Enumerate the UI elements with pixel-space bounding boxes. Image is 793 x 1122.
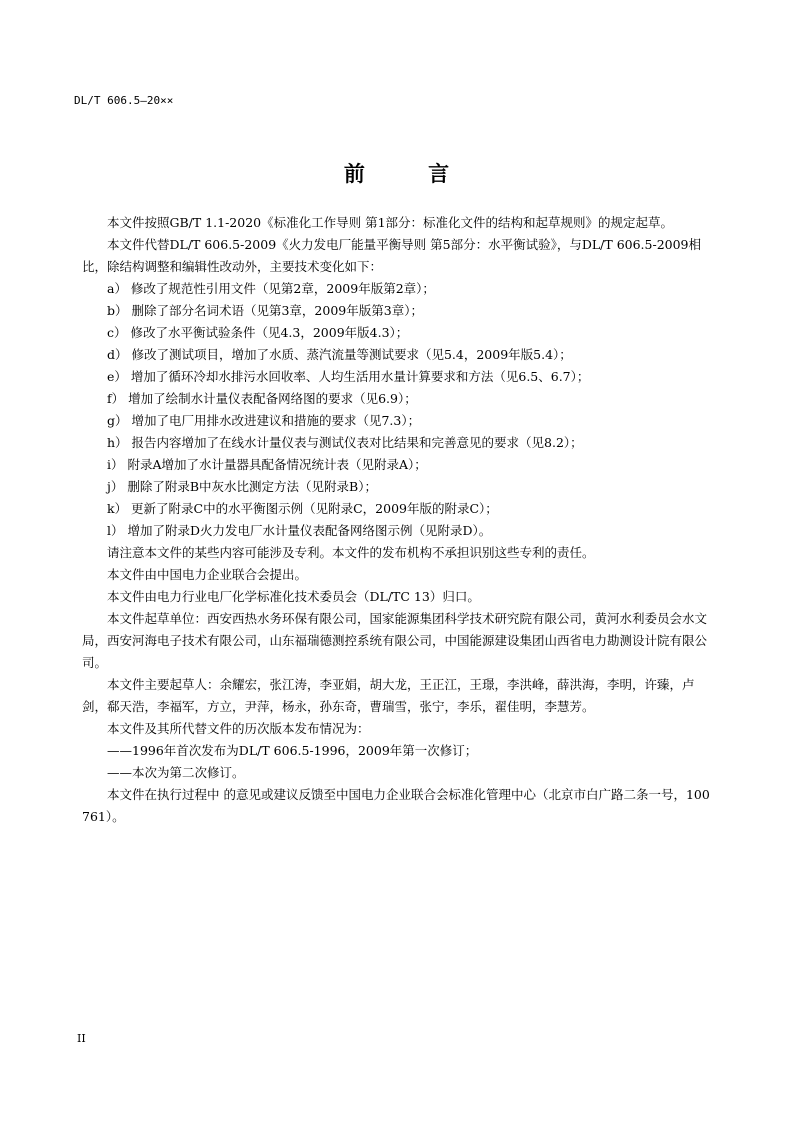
drafting-units-paragraph: 本文件起草单位：西安西热水务环保有限公司，国家能源集团科学技术研究院有限公司，黄河水利委员会水文局，西安河海电子技术有限公司，山东福瑞德测控系统有限公司，中国能源建设集团山西省电力勘测设计院有限公司。 xyxy=(82,611,708,670)
list-item: f） 增加了绘制水计量仪表配备网络图的要求（见6.9）； xyxy=(107,391,417,406)
proposer-paragraph: 本文件由中国电力企业联合会提出。 xyxy=(107,567,308,582)
changes-list xyxy=(82,278,716,542)
history-heading: 本文件及其所代替文件的历次版本发布情况为： xyxy=(107,721,370,736)
list-item: h） 报告内容增加了在线水计量仪表与测试仪表对比结果和完善意见的要求（见8.2）； xyxy=(107,435,583,450)
page-title: 前 言 xyxy=(343,162,478,186)
list-item: b） 删除了部分名词术语（见第3章，2009年版第3章）； xyxy=(107,303,423,318)
drafters-paragraph: 本文件主要起草人：余耀宏，张江涛，李亚娟，胡大龙，王正江，王璟，李洪峰，薛洪海，李明，许臻，卢剑，郗天浩，李福军，方立，尹萍，杨永，孙东奇，曹瑞雪，张宁，李乐，翟佳明，李慧芳。 xyxy=(82,677,695,714)
committee-paragraph: 本文件由电力行业电厂化学标准化技术委员会（DL/TC 13）归口。 xyxy=(107,589,480,604)
intro-paragraph: 本文件代替DL/T 606.5-2009《火力发电厂能量平衡导则 第5部分：水平衡试验》，与DL/T 606.5-2009相比，除结构调整和编辑性改动外，主要技术变化如下： xyxy=(82,237,702,274)
list-item: c） 修改了水平衡试验条件（见4.3，2009年版4.3）； xyxy=(107,325,409,340)
list-item: l） 增加了附录D火力发电厂水计量仪表配备网络图示例（见附录D）。 xyxy=(107,523,492,538)
foreword-body xyxy=(82,212,716,828)
list-item: k） 更新了附录C中的水平衡图示例（见附录C，2009年版的附录C）； xyxy=(107,501,498,516)
list-item: j） 删除了附录B中灰水比测定方法（见附录B）； xyxy=(107,479,377,494)
list-item: e） 增加了循环冷却水排污水回收率、人均生活用水量计算要求和方法（见6.5、6.7）； xyxy=(107,369,590,384)
history-item: ——1996年首次发布为DL/T 606.5-1996，2009年第一次修订； xyxy=(107,743,478,758)
feedback-paragraph: 本文件在执行过程中 的意见或建议反馈至中国电力企业联合会标准化管理中心（北京市白广路二条一号，100761）。 xyxy=(82,787,710,824)
list-item: i） 附录A增加了水计量器具配备情况统计表（见附录A）； xyxy=(107,457,427,472)
page-number: II xyxy=(77,1032,86,1045)
standard-code: DL/T 606.5—20×× xyxy=(74,94,174,107)
list-item: g） 增加了电厂用排水改进建议和措施的要求（见7.3）； xyxy=(107,413,421,428)
intro-paragraph: 本文件按照GB/T 1.1-2020《标准化工作导则 第1部分：标准化文件的结构和起草规则》的规定起草。 xyxy=(107,215,674,230)
list-item: a） 修改了规范性引用文件（见第2章，2009年版第2章）； xyxy=(107,281,435,296)
patent-notice: 请注意本文件的某些内容可能涉及专利。本文件的发布机构不承担识别这些专利的责任。 xyxy=(107,545,595,560)
history-item: ——本次为第二次修订。 xyxy=(107,765,245,780)
list-item: d） 修改了测试项目，增加了水质、蒸汽流量等测试要求（见5.4，2009年版5.4）； xyxy=(107,347,572,362)
